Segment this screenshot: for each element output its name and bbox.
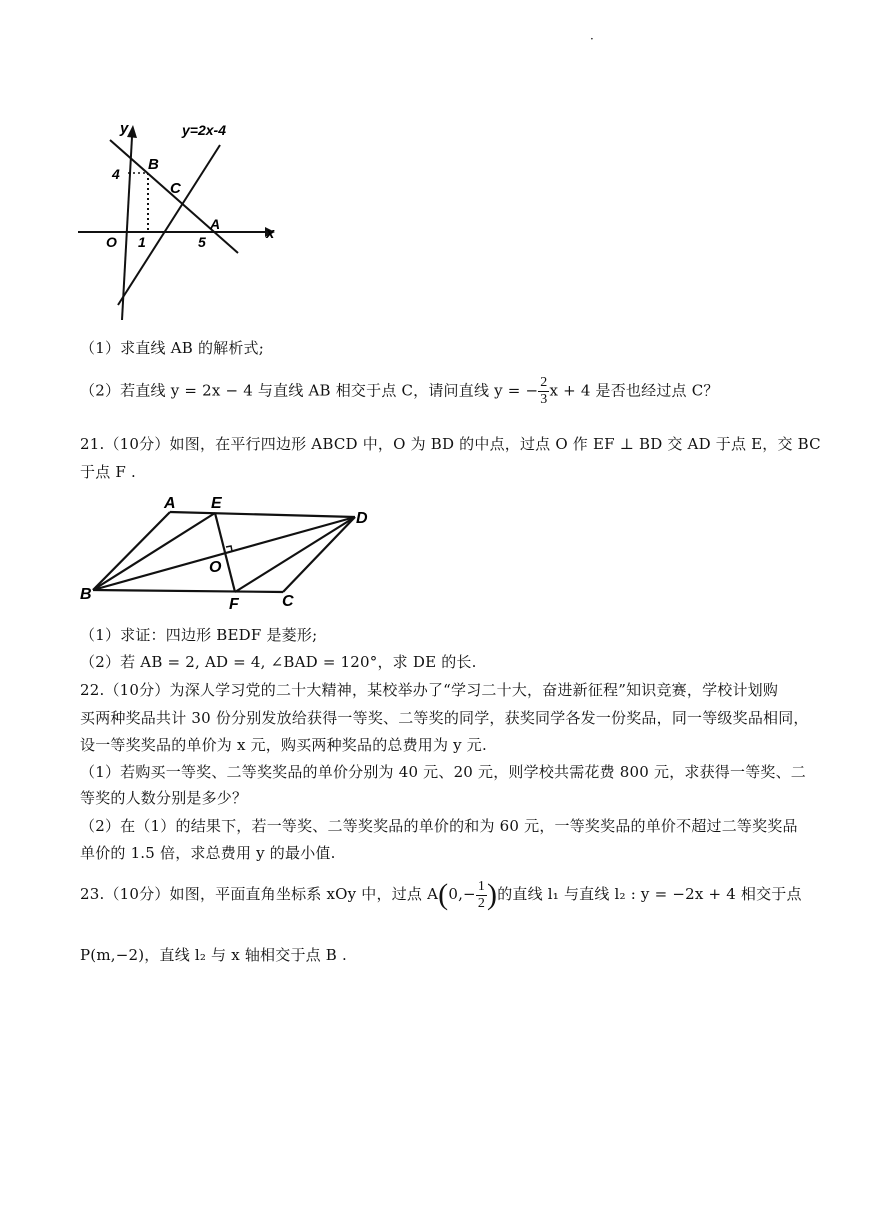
diagonal-bd: [93, 517, 355, 590]
q22-line3: 设一等奖奖品的单价为 x 元，购买两种奖品的总费用为 y 元.: [80, 736, 487, 754]
label-a: A: [164, 495, 176, 512]
label-c: C: [282, 593, 294, 610]
figure-parallelogram: [75, 492, 385, 617]
q23-line1: 23.（10分）如图，平面直角坐标系 xOy 中，过点 A(0,− $\frac{1}{2}$ )的直线 l₁ 与直线 l₂ : y = −2x + 4 相交于点: [80, 878, 802, 911]
q21-part1: （1）求证：四边形 BEDF 是菱形;: [80, 626, 318, 644]
line-y-2x-4: [118, 145, 220, 305]
q22-line2: 买两种奖品共计 30 份分别发放给获得一等奖、二等奖的同学，获奖同学各发一份奖品，同一等级奖品相同，: [80, 709, 809, 727]
label-a: A: [210, 216, 221, 232]
label-4: 4: [112, 166, 120, 182]
label-f: F: [229, 596, 239, 613]
q21-line2: 于点 F .: [80, 463, 136, 481]
label-x: x: [266, 225, 275, 242]
label-o: O: [106, 234, 117, 250]
segment-ef: [215, 513, 235, 592]
fraction-2-3: $\frac{2}{3}$: [540, 375, 548, 407]
q21-part2: （2）若 AB = 2, AD = 4, ∠BAD = 120°，求 DE 的长.: [80, 653, 477, 671]
label-5: 5: [198, 234, 206, 250]
segment-be: [93, 513, 215, 590]
y-axis-arrow: [127, 125, 137, 138]
label-line-eq: y=2x-4: [182, 122, 226, 138]
fraction-1-2: $\frac{1}{2}$: [477, 878, 486, 911]
q23-line2: P(m,−2)，直线 l₂ 与 x 轴相交于点 B .: [80, 946, 347, 964]
label-o: O: [209, 559, 222, 576]
figure-coordinate-graph: [70, 115, 290, 330]
q22-line1: 22.（10分）为深人学习党的二十大精神，某校举办了“学习二十大，奋进新征程”知识竞赛，学校计划购: [80, 681, 779, 699]
q22-part1-b: 等奖的人数分别是多少？: [80, 789, 248, 807]
side-ad: [170, 512, 355, 517]
right-angle-mark: [226, 546, 232, 551]
q22-part1-a: （1）若购买一等奖、二等奖奖品的单价分别为 40 元、20 元，则学校共需花费 800 元，求获得一等奖、二: [80, 763, 806, 781]
label-c: C: [170, 180, 181, 197]
q20-part2: （2）若直线 y = 2x − 4 与直线 AB 相交于点 C，请问直线 y = − $\frac{2}{3}$ x + 4 是否也经过点 C？: [80, 375, 719, 407]
q20-part1: （1）求直线 AB 的解析式;: [80, 339, 265, 357]
q22-part2-b: 单价的 1.5 倍，求总费用 y 的最小值.: [80, 844, 336, 862]
label-e: E: [211, 495, 222, 512]
q22-part2-a: （2）在（1）的结果下，若一等奖、二等奖奖品的单价的和为 60 元，一等奖奖品的单价不超过二等奖奖品: [80, 817, 798, 835]
q21-line1: 21.（10分）如图，在平行四边形 ABCD 中，O 为 BD 的中点，过点 O 作 EF ⊥ BD 交 AD 于点 E，交 BC: [80, 435, 821, 453]
label-b: B: [148, 156, 159, 173]
label-1: 1: [138, 234, 146, 250]
side-bc: [93, 590, 283, 592]
label-d: D: [356, 510, 368, 527]
label-y: y: [120, 120, 129, 137]
header-dot: ·: [590, 32, 594, 46]
label-b: B: [80, 586, 92, 603]
